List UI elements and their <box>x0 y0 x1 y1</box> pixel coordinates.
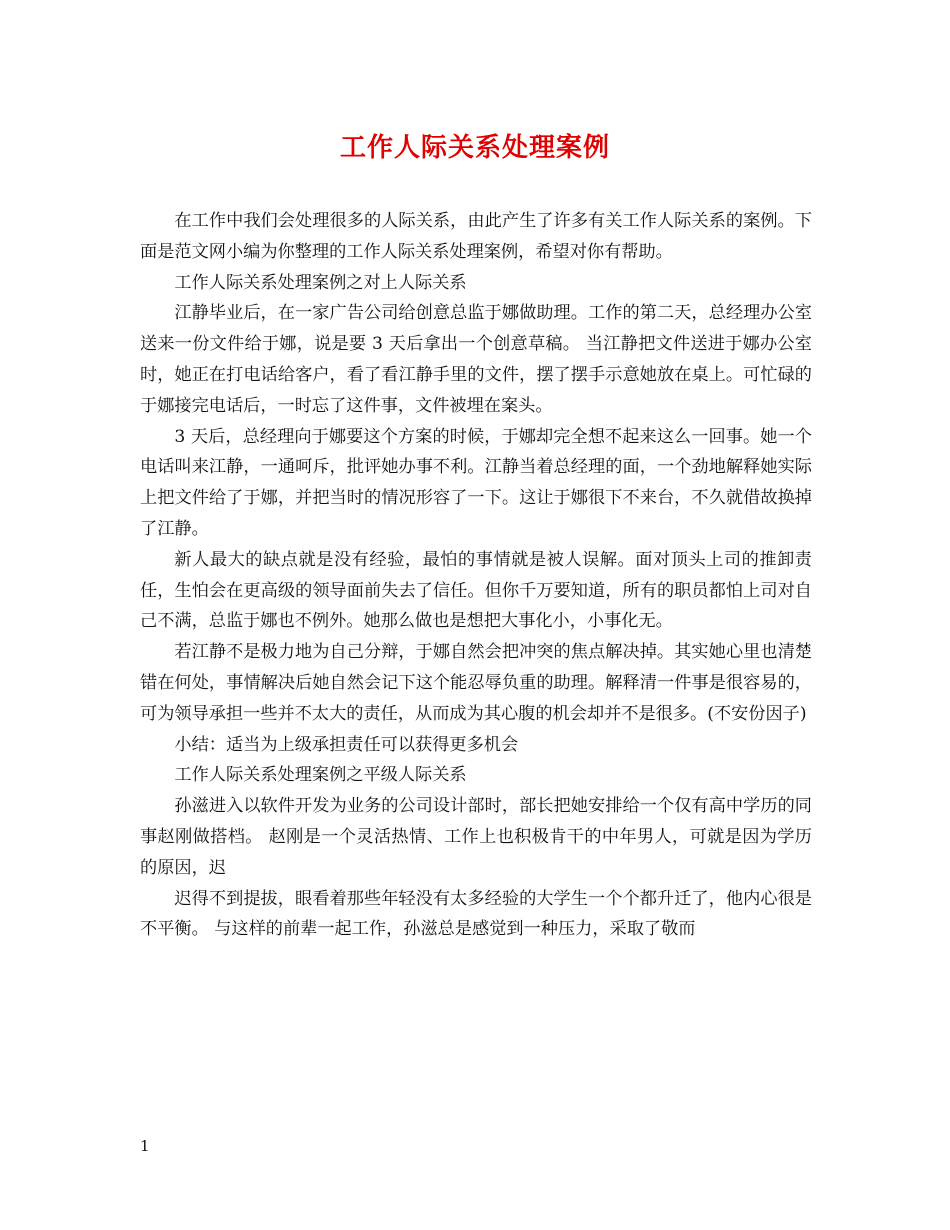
paragraph-analysis-2: 若江静不是极力地为自己分辩，于娜自然会把冲突的焦点解决掉。其实她心里也清楚错在何处，事情解决后她自然会记下这个能忍辱负重的助理。解释清一件事是很容易的，可为领导承担一些并不太大的责任，从而成为其心腹的机会却并不是很多。(不安份因子) <box>140 642 812 724</box>
summary-line: 小结：适当为上级承担责任可以获得更多机会 <box>174 734 519 755</box>
paragraph-case-1: 江静毕业后，在一家广告公司给创意总监于娜做助理。工作的第二天，总经理办公室送来一份文件给于娜，说是要 3 天后拿出一个创意草稿。 当江静把文件送进于娜办公室时，她正在打电话给客户，看了看江静手里的文件，摆了摆手示意她放在桌上。可忙碌的于娜接完电话后，一时忘了这件事，文件被埋在案头。 <box>140 303 812 416</box>
section-heading-peer: 工作人际关系处理案例之平级人际关系 <box>174 765 467 786</box>
page-number: 1 <box>140 1137 150 1155</box>
paragraph-intro: 在工作中我们会处理很多的人际关系，由此产生了许多有关工作人际关系的案例。下面是范文网小编为你整理的工作人际关系处理案例，希望对你有帮助。 <box>140 211 812 262</box>
paragraph-case-2: 3 天后，总经理向于娜要这个方案的时候，于娜却完全想不起来这么一回事。她一个电话叫来江静，一通呵斥，批评她办事不利。江静当着总经理的面，一个劲地解释她实际上把文件给了于娜，并把当时的情况形容了一下。这让于娜很下不来台，不久就借故换掉了江静。 <box>140 426 812 539</box>
paragraph-peer-case-1: 孙滋进入以软件开发为业务的公司设计部时，部长把她安排给一个仅有高中学历的同事赵刚做搭档。 赵刚是一个灵活热情、工作上也积极肯干的中年男人，可就是因为学历的原因，迟 <box>140 796 812 878</box>
paragraph-peer-case-2: 迟得不到提拔，眼看着那些年轻没有太多经验的大学生一个个都升迁了，他内心很是不平衡。 与这样的前辈一起工作，孙滋总是感觉到一种压力，采取了敬而 <box>140 888 812 940</box>
document-title: 工作人际关系处理案例 <box>339 133 610 163</box>
paragraph-analysis-1: 新人最大的缺点就是没有经验，最怕的事情就是被人误解。面对顶头上司的推卸责任，生怕会在更高级的领导面前失去了信任。但你千万要知道，所有的职员都怕上司对自己不满，总监于娜也不例外。她那么做也是想把大事化小，小事化无。 <box>140 549 812 632</box>
section-heading-superior: 工作人际关系处理案例之对上人际关系 <box>174 272 467 293</box>
document-body <box>140 206 812 945</box>
